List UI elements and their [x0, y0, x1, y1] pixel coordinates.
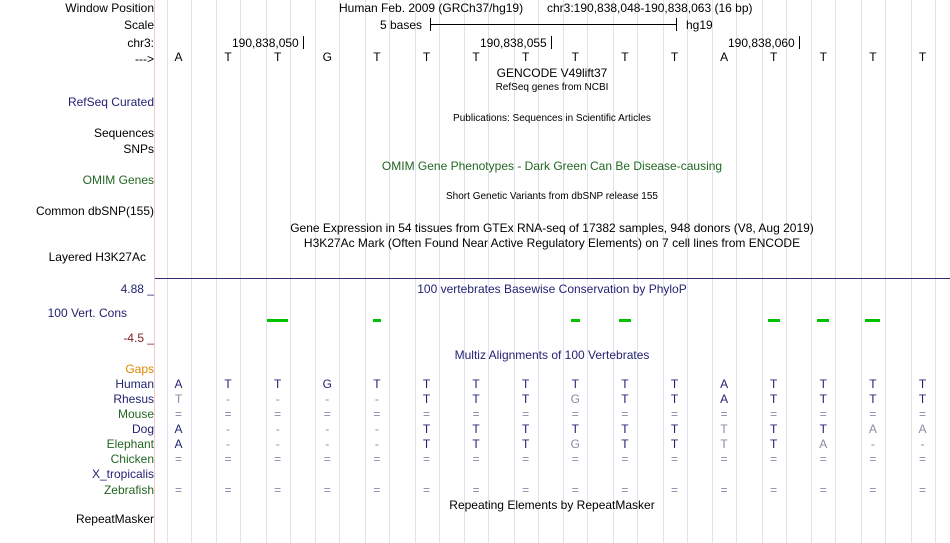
gridline [415, 0, 416, 543]
gridline [885, 0, 886, 543]
alignment-base: T [472, 437, 480, 451]
ruler-tick-1 [303, 36, 304, 49]
alignment-base: = [670, 483, 678, 497]
alignment-base: = [472, 483, 480, 497]
alignment-base: A [174, 422, 183, 436]
species-label[interactable]: Elephant [106, 437, 154, 451]
gridline [637, 0, 638, 543]
gridline [935, 0, 936, 543]
track-title-phylop[interactable]: 100 vertebrates Basewise Conservation by PhyloP [417, 282, 687, 296]
alignment-base: T [770, 392, 778, 406]
label-common-dbsnp[interactable]: Common dbSNP(155) [35, 204, 154, 218]
alignment-base: T [869, 392, 877, 406]
species-label[interactable]: Chicken [110, 452, 154, 466]
alignment-base: = [918, 452, 926, 466]
scale-text: 5 bases [380, 18, 423, 32]
species-label[interactable]: Zebrafish [103, 483, 154, 497]
alignment-base: = [621, 452, 629, 466]
gridline [439, 0, 440, 543]
alignment-base: = [472, 452, 480, 466]
alignment-base: - [325, 437, 330, 451]
alignment-base: = [174, 483, 182, 497]
alignment-base: = [621, 483, 629, 497]
alignment-base: = [770, 407, 778, 421]
alignment-base: T [720, 422, 728, 436]
gridline [762, 0, 763, 543]
alignment-base: T [571, 377, 579, 391]
alignment-base: A [918, 422, 927, 436]
alignment-base: T [224, 377, 232, 391]
gridline [687, 0, 688, 543]
alignment-base: T [472, 422, 480, 436]
alignment-base: T [422, 392, 431, 406]
alignment-base: = [918, 483, 926, 497]
alignment-base: = [670, 407, 678, 421]
alignment-base: T [472, 392, 480, 406]
label-scale: Scale [123, 18, 154, 32]
alignment-base: = [274, 452, 282, 466]
alignment-base: - [226, 437, 231, 451]
alignment-base: = [819, 452, 827, 466]
alignment-base: T [422, 377, 431, 391]
alignment-base: T [670, 377, 679, 391]
alignment-base: = [670, 452, 678, 466]
gridline [786, 0, 787, 543]
alignment-base: = [422, 407, 430, 421]
gridline [811, 0, 812, 543]
alignment-base: - [920, 437, 925, 451]
alignment-base: = [373, 483, 381, 497]
alignment-base: A [720, 392, 729, 406]
base-letter: T [819, 50, 827, 64]
gridline [911, 0, 912, 543]
ruler-tick-2 [551, 36, 552, 49]
base-letter: A [720, 50, 729, 64]
ruler-label-3: 190,838,060 [728, 36, 795, 50]
alignment-base: G [570, 392, 580, 406]
alignment-base: - [275, 392, 280, 406]
species-label[interactable]: Rhesus [113, 392, 154, 406]
alignment-base: = [819, 407, 827, 421]
alignment-base: = [918, 407, 926, 421]
label-repeatmasker[interactable]: RepeatMasker [75, 512, 154, 526]
gridline [191, 0, 192, 543]
alignment-base: G [322, 377, 332, 391]
alignment-base: = [174, 407, 182, 421]
alignment-base: = [224, 407, 232, 421]
alignment-base: - [374, 422, 379, 436]
alignment-base: = [770, 483, 778, 497]
alignment-base: = [869, 407, 877, 421]
alignment-base: T [819, 422, 827, 436]
gridline [315, 0, 316, 543]
conservation-bar [865, 319, 880, 322]
alignment-base: = [522, 452, 530, 466]
alignment-base: T [571, 422, 579, 436]
assembly-title: Human Feb. 2009 (GRCh37/hg19) [339, 1, 524, 15]
alignment-base: A [868, 422, 877, 436]
alignment-base: = [720, 452, 728, 466]
label-layered-h3k27ac[interactable]: Layered H3K27Ac [48, 250, 146, 264]
base-letter: G [322, 50, 332, 64]
track-label-column [0, 0, 154, 543]
conservation-bar [267, 319, 288, 322]
scale-db: hg19 [686, 18, 713, 32]
alignment-base: T [819, 377, 827, 391]
base-letter: T [869, 50, 877, 64]
alignment-base: = [422, 483, 430, 497]
alignment-base: = [274, 483, 282, 497]
gridline [663, 0, 664, 543]
gridline [861, 0, 862, 543]
alignment-base: T [918, 377, 927, 391]
track-plot-area[interactable] [155, 0, 950, 543]
track-title-gencode[interactable]: GENCODE V49lift37 [496, 66, 608, 80]
track-title-publications[interactable]: Publications: Sequences in Scientific Articles [453, 113, 651, 124]
alignment-base: A [720, 377, 729, 391]
gridline [488, 0, 489, 543]
alignment-base: = [522, 483, 530, 497]
alignment-base: T [770, 437, 778, 451]
ruler-label-2: 190,838,055 [480, 36, 547, 50]
gridline [835, 0, 836, 543]
alignment-base: = [274, 407, 282, 421]
alignment-base: G [570, 437, 580, 451]
alignment-base: T [522, 437, 530, 451]
alignment-base: = [323, 483, 331, 497]
alignment-base: T [869, 377, 877, 391]
alignment-base: = [323, 452, 331, 466]
gridline [365, 0, 366, 543]
alignment-base: = [869, 452, 877, 466]
conservation-separator [155, 278, 950, 279]
label-omim-genes[interactable]: OMIM Genes [82, 173, 154, 187]
alignment-base: T [819, 392, 827, 406]
conservation-bar [768, 319, 780, 322]
base-letter: T [770, 50, 778, 64]
base-letter: T [621, 50, 629, 64]
alignment-base: T [373, 377, 381, 391]
track-title-omim[interactable]: OMIM Gene Phenotypes - Dark Green Can Be Disease-causing [381, 159, 723, 173]
label-strand-toggle[interactable]: ---> [135, 52, 154, 66]
species-label[interactable]: Mouse [117, 407, 154, 421]
alignment-base: - [226, 392, 231, 406]
alignment-base: = [472, 407, 480, 421]
track-title-gtex[interactable]: Gene Expression in 54 tissues from GTEx RNA-seq of 17382 samples, 948 donors (V8, Aug 2019) [290, 221, 814, 235]
alignment-base: T [472, 377, 480, 391]
alignment-base: = [373, 452, 381, 466]
conservation-bar [571, 319, 580, 322]
alignment-base: T [621, 392, 629, 406]
conservation-bar [373, 319, 381, 322]
track-title-multiz[interactable]: Multiz Alignments of 100 Vertebrates [454, 348, 650, 362]
base-letter: T [274, 50, 282, 64]
alignment-base: A [174, 437, 183, 451]
alignment-base: = [819, 483, 827, 497]
gridline [216, 0, 217, 543]
alignment-base: T [670, 422, 679, 436]
alignment-base: T [770, 377, 778, 391]
species-label[interactable]: X_tropicalis [91, 467, 154, 481]
label-snps[interactable]: SNPs [123, 142, 154, 156]
alignment-base: = [720, 483, 728, 497]
label-phylop-min: -4.5 _ [123, 331, 154, 345]
alignment-base: T [174, 392, 183, 406]
conservation-bar [817, 319, 829, 322]
alignment-base: T [621, 377, 629, 391]
alignment-base: A [174, 377, 183, 391]
alignment-base: T [422, 422, 431, 436]
alignment-base: - [226, 422, 231, 436]
alignment-base: - [374, 437, 379, 451]
base-letter: T [422, 50, 431, 64]
base-letter: T [571, 50, 579, 64]
conservation-bar [619, 319, 631, 322]
gridline [736, 0, 737, 543]
alignment-base: T [770, 422, 778, 436]
alignment-base: = [224, 483, 232, 497]
alignment-base: T [422, 437, 431, 451]
ruler-tick-3 [799, 36, 800, 49]
alignment-base: T [621, 437, 629, 451]
label-gaps[interactable]: Gaps [125, 362, 154, 376]
alignment-base: = [571, 483, 579, 497]
track-title-refseq[interactable]: RefSeq genes from NCBI [495, 82, 609, 93]
alignment-base: = [422, 452, 430, 466]
alignment-base: = [571, 452, 579, 466]
alignment-base: - [374, 392, 379, 406]
species-label[interactable]: Dog [131, 422, 154, 436]
base-letter: T [522, 50, 530, 64]
alignment-base: = [720, 407, 728, 421]
alignment-base: = [373, 407, 381, 421]
track-title-dbsnp[interactable]: Short Genetic Variants from dbSNP release 155 [446, 191, 658, 202]
gridline [167, 0, 168, 543]
label-sequences[interactable]: Sequences [93, 126, 154, 140]
alignment-base: - [325, 422, 330, 436]
alignment-base: T [720, 437, 728, 451]
gridline [712, 0, 713, 543]
alignment-base: = [571, 407, 579, 421]
label-window-position: Window Position [65, 1, 154, 15]
label-chrom: chr3: [127, 36, 154, 50]
ruler-label-1: 190,838,050 [232, 36, 299, 50]
gridline [266, 0, 267, 543]
base-letter: T [670, 50, 679, 64]
alignment-base: T [621, 422, 629, 436]
alignment-base: - [275, 422, 280, 436]
alignment-base: T [670, 437, 679, 451]
track-title-repeatmasker[interactable]: Repeating Elements by RepeatMasker [449, 498, 655, 512]
alignment-base: = [869, 483, 877, 497]
alignment-base: = [770, 452, 778, 466]
window-position-text: chr3:190,838,048-190,838,063 (16 bp) [547, 1, 753, 15]
scale-bar [430, 24, 676, 25]
track-title-h3k27ac[interactable]: H3K27Ac Mark (Often Found Near Active Regulatory Elements) on 7 cell lines from ENCODE [303, 236, 801, 250]
label-phylop-max: 4.88 _ [120, 282, 154, 296]
alignment-base: - [870, 437, 875, 451]
alignment-base: T [918, 392, 927, 406]
alignment-base: - [275, 437, 280, 451]
alignment-base: = [621, 407, 629, 421]
alignment-base: T [670, 392, 679, 406]
scale-bar-right-tick [676, 18, 677, 31]
base-letter: T [472, 50, 480, 64]
alignment-base: - [325, 392, 330, 406]
label-100-vert-cons[interactable]: 100 Vert. Cons [47, 306, 127, 320]
alignment-base: T [522, 422, 530, 436]
gridline [240, 0, 241, 543]
label-refseq-curated[interactable]: RefSeq Curated [67, 95, 154, 109]
alignment-base: = [224, 452, 232, 466]
alignment-base: T [522, 377, 530, 391]
base-letter: T [373, 50, 381, 64]
gridline [290, 0, 291, 543]
gridline [464, 0, 465, 543]
gridline [339, 0, 340, 543]
base-letter: T [918, 50, 927, 64]
base-letter: A [174, 50, 183, 64]
alignment-base: A [819, 437, 828, 451]
alignment-base: T [274, 377, 282, 391]
base-letter: T [224, 50, 232, 64]
alignment-base: T [522, 392, 530, 406]
species-label[interactable]: Human [115, 377, 154, 391]
gridline [613, 0, 614, 543]
gridline [389, 0, 390, 543]
alignment-base: = [174, 452, 182, 466]
alignment-base: = [522, 407, 530, 421]
alignment-base: = [323, 407, 331, 421]
